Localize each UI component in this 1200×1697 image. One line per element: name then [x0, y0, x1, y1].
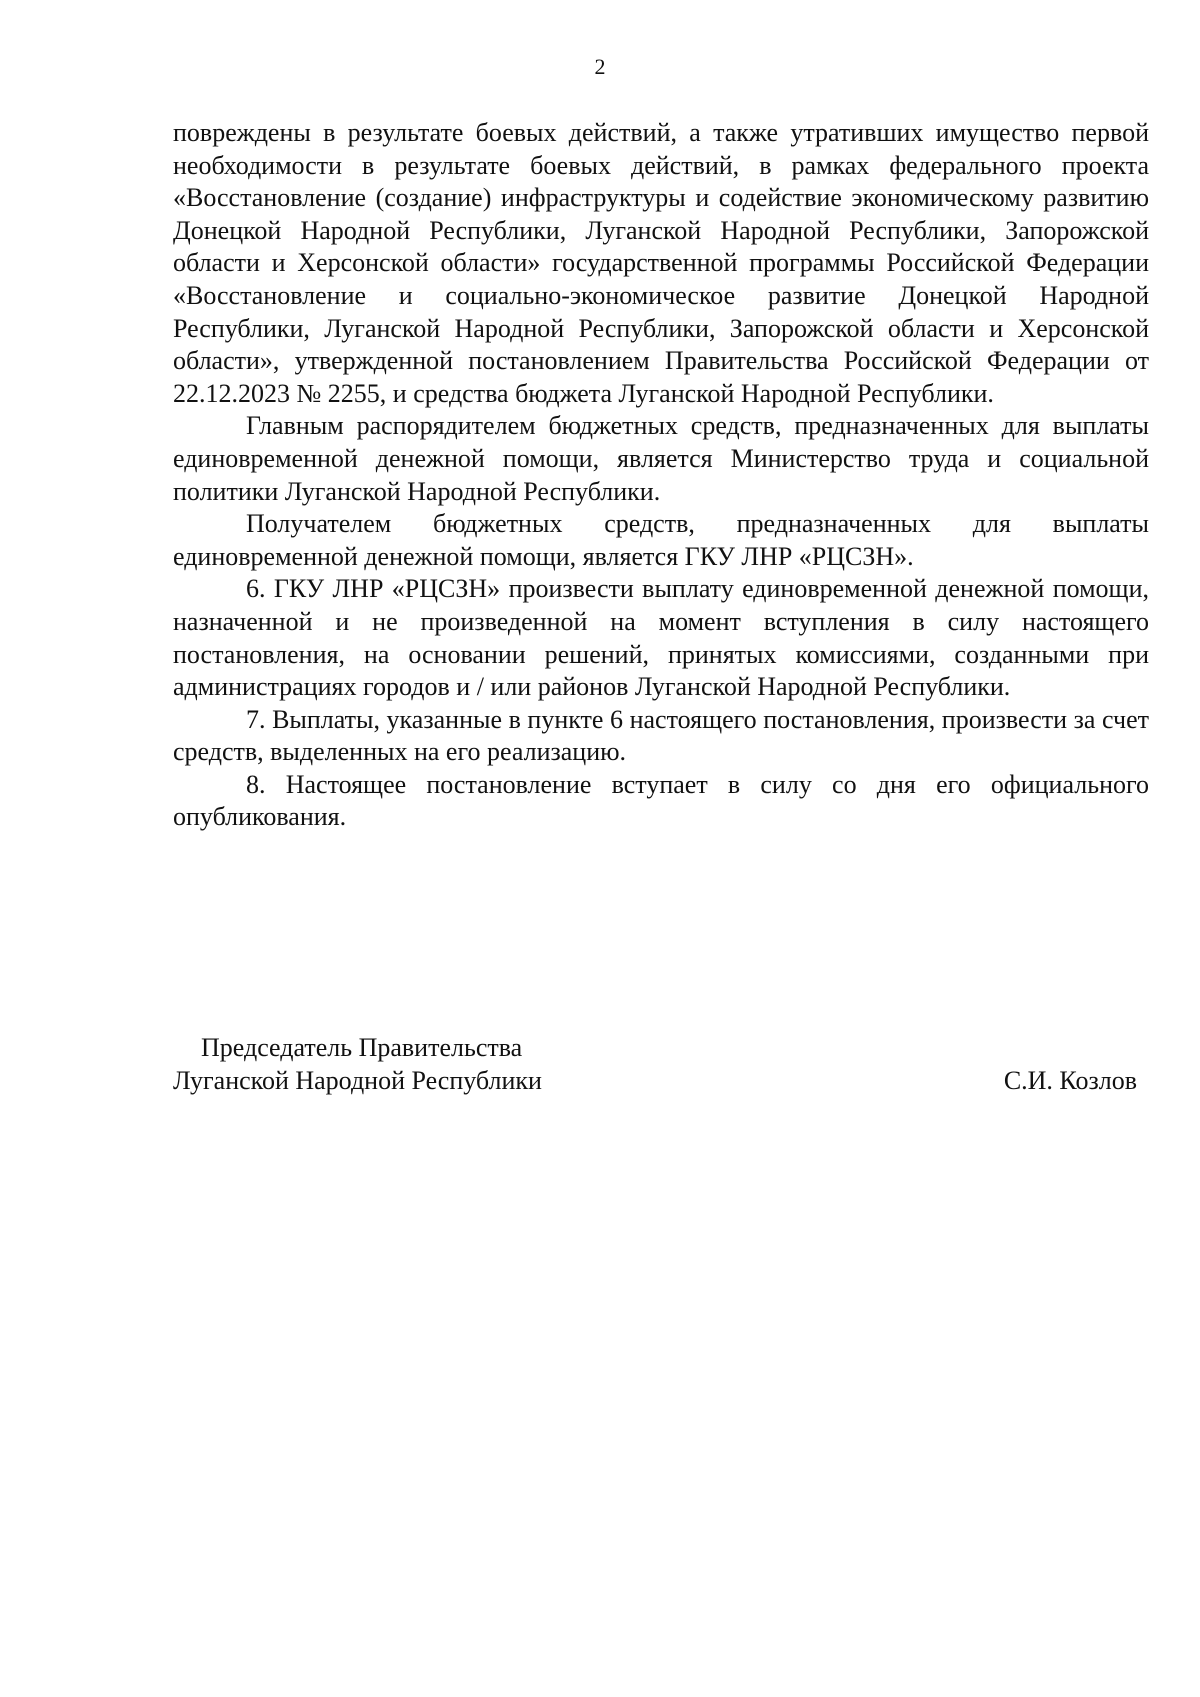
page-number: 2: [594, 54, 606, 79]
paragraph-continuation: повреждены в результате боевых действий, а также утративших имущество первой необходимости в результате боевых действий, в рамках федерального проекта «Восстановление (создание) инфраструктуры и содействие экономическому развитию Донецкой Народной Республики, Луганской Народной Республики, Запорожской области и Херсонской области» государственной программы Российской Федерации «Восстановление и социально-экономическое развитие Донецкой Народной Республики, Луганской Народной Республики, Запорожской области и Херсонской области», утвержденной постановлением Правительства Российской Федерации от 22.12.2023 № 2255, и средства бюджета Луганской Народной Республики.: [173, 118, 1149, 408]
paragraph-chief-administrator: Главным распорядителем бюджетных средств, предназначенных для выплаты единовременной денежной помощи, является Министерство труда и социальной политики Луганской Народной Республики.: [173, 411, 1149, 506]
paragraph-item-6: 6. ГКУ ЛНР «РЦСЗН» произвести выплату единовременной денежной помощи, назначенной и не произведенной на момент вступления в силу настоящего постановления, на основании решений, принятых комиссиями, созданными при администрациях городов и / или районов Луганской Народной Республики.: [173, 574, 1149, 702]
paragraph-item-7: 7. Выплаты, указанные в пункте 6 настоящего постановления, произвести за счет средств, выделенных на его реализацию.: [173, 704, 1149, 767]
signature-row: [173, 1065, 1149, 1098]
signature-block: [173, 1032, 1149, 1097]
paragraph-recipient: Получателем бюджетных средств, предназначенных для выплаты единовременной денежной помощи, является ГКУ ЛНР «РЦСЗН».: [173, 509, 1149, 571]
signatory-title-line-1: Председатель Правительства: [201, 1033, 523, 1062]
paragraph-item-8: 8. Настоящее постановление вступает в силу со дня его официального опубликования.: [173, 769, 1149, 832]
signatory-title-line-2: Луганской Народной Республики: [173, 1065, 542, 1095]
signatory-name: С.И. Козлов: [1003, 1065, 1137, 1095]
document-body: [173, 117, 1149, 834]
